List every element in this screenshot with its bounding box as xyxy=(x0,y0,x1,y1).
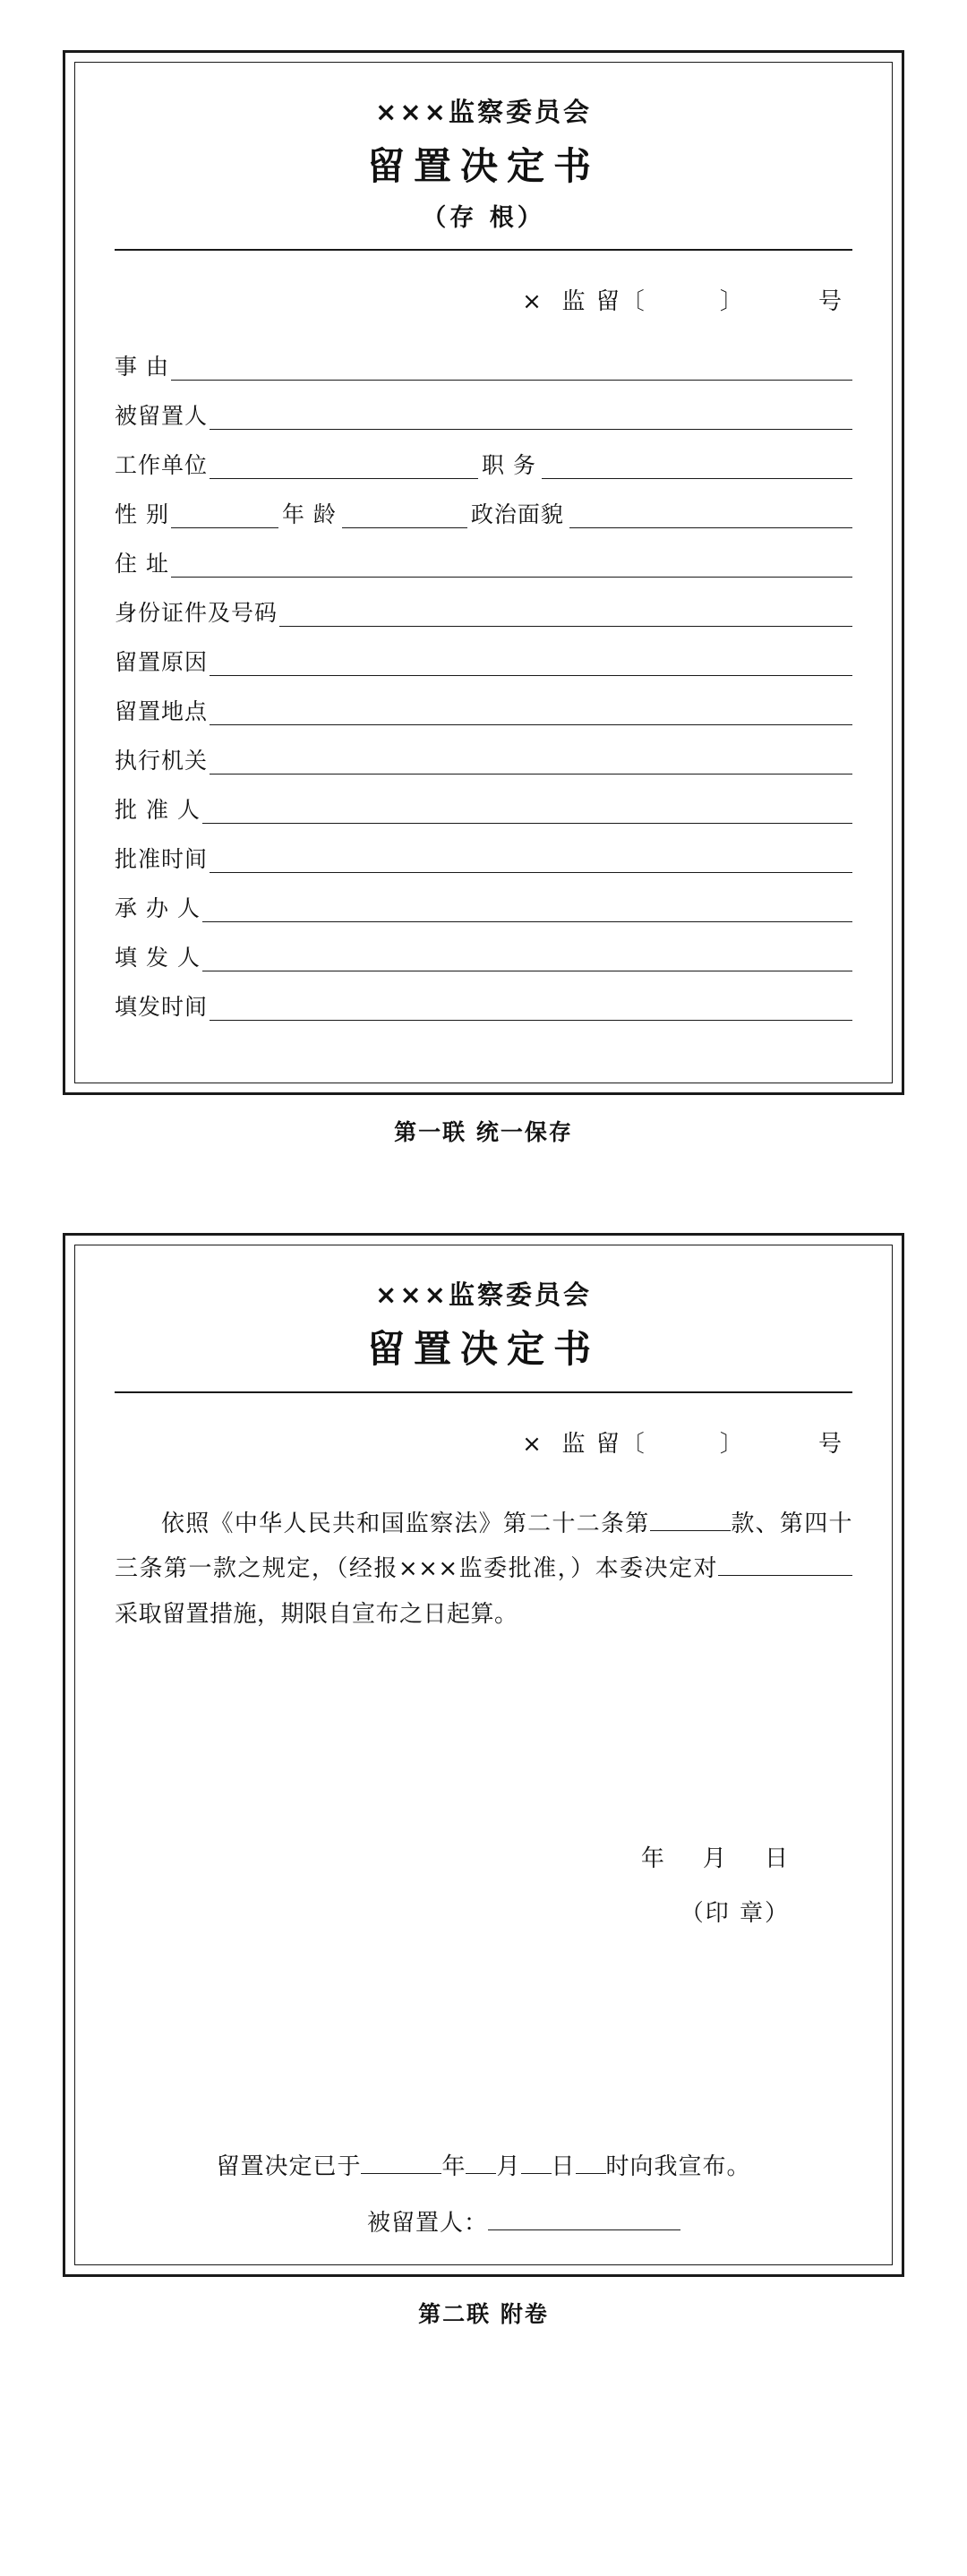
field-row-reason-title xyxy=(115,355,852,381)
declare-day-blank[interactable] xyxy=(521,2173,552,2174)
field-label: 留置地点 xyxy=(115,698,209,725)
field-row-issue-time xyxy=(115,996,852,1021)
field-input-line[interactable] xyxy=(569,504,852,528)
field-row-work-unit xyxy=(115,454,852,479)
field-input-line[interactable] xyxy=(171,553,852,578)
field-label: 政治面貌 xyxy=(470,501,564,528)
field-label: 被留置人 xyxy=(115,403,209,430)
field-label: 填 发 人 xyxy=(115,945,201,971)
declare-year-blank[interactable] xyxy=(361,2173,441,2174)
copy-footnote-first: 第一联 统一保存 xyxy=(394,1119,573,1146)
spacer-lower xyxy=(115,1928,852,2041)
field-label: 工作单位 xyxy=(115,452,209,479)
field-row-approver xyxy=(115,799,852,824)
field-label: 年 龄 xyxy=(281,501,337,528)
form-card-stub xyxy=(63,50,904,1095)
field-input-line[interactable] xyxy=(202,800,852,824)
field-label: 住 址 xyxy=(115,551,169,578)
spacer xyxy=(115,1638,852,1750)
field-row-issuer xyxy=(115,946,852,971)
declare-month-blank[interactable] xyxy=(466,2173,496,2174)
doc-subtitle: （存 根） xyxy=(422,203,545,232)
header-divider xyxy=(115,1391,852,1393)
field-input-line[interactable] xyxy=(171,504,278,528)
field-row-handler xyxy=(115,897,852,922)
field-row-id-number xyxy=(115,602,852,627)
field-row-address xyxy=(115,552,852,578)
doc-title: 留置决定书 xyxy=(366,1326,600,1371)
clause-blank[interactable] xyxy=(650,1530,731,1531)
date-line: 年 月 日 xyxy=(640,1845,790,1873)
document-number: × 监 留〔 〕 号 xyxy=(522,1430,843,1458)
signature-label: 被留置人： xyxy=(366,2210,488,2238)
field-label: 承 办 人 xyxy=(115,895,201,922)
form-inner-stub xyxy=(74,62,893,1083)
field-row-executing-agency xyxy=(115,749,852,775)
org-title: ×××监察委员会 xyxy=(375,97,592,127)
person-blank[interactable] xyxy=(718,1575,852,1576)
field-label: 留置原因 xyxy=(115,649,209,676)
field-input-line[interactable] xyxy=(210,750,852,775)
field-input-line[interactable] xyxy=(202,898,852,922)
signature-line xyxy=(115,2204,852,2238)
paragraph-part-3: 采取留置措施，期限自宣布之日起算。 xyxy=(115,1601,518,1629)
field-input-line[interactable] xyxy=(171,356,852,381)
field-input-line[interactable] xyxy=(210,997,852,1021)
field-label: 身份证件及号码 xyxy=(115,600,278,627)
field-row-detention-place xyxy=(115,700,852,725)
decision-paragraph xyxy=(115,1502,852,1638)
org-title: ×××监察委员会 xyxy=(375,1279,592,1311)
field-input-line[interactable] xyxy=(210,849,852,873)
field-input-line[interactable] xyxy=(210,406,852,430)
field-label: 批准时间 xyxy=(115,846,209,873)
field-label: 性 别 xyxy=(115,501,169,528)
field-input-line[interactable] xyxy=(210,455,478,479)
form-inner-file xyxy=(74,1245,893,2265)
field-label: 事 由 xyxy=(115,354,169,381)
field-row-approval-time xyxy=(115,848,852,873)
field-input-line[interactable] xyxy=(542,455,852,479)
field-row-gender-age-political xyxy=(115,503,852,528)
field-row-detention-reason xyxy=(115,651,852,676)
declaration-prefix: 留置决定已于 xyxy=(216,2153,362,2181)
copy-footnote-second: 第二联 附卷 xyxy=(418,2301,549,2328)
field-label: 职 务 xyxy=(482,452,536,479)
declare-hour-blank[interactable] xyxy=(576,2173,606,2174)
field-input-line[interactable] xyxy=(279,603,852,627)
seal-line: （印 章） xyxy=(680,1900,790,1928)
field-label: 批 准 人 xyxy=(115,797,201,824)
page-file-copy xyxy=(0,1183,967,2365)
field-input-line[interactable] xyxy=(210,701,852,725)
field-label: 填发时间 xyxy=(115,994,209,1021)
field-input-line[interactable] xyxy=(210,652,852,676)
document-number: × 监 留〔 〕 号 xyxy=(522,288,843,316)
field-row-detainee xyxy=(115,405,852,430)
doc-title: 留置决定书 xyxy=(366,143,600,188)
paragraph-part-1: 依照《中华人民共和国监察法》第二十二条第 xyxy=(161,1510,650,1537)
declaration-month-label: 月 xyxy=(496,2153,521,2181)
paragraph-part-2: 款、第四十三条第一款之规定，（经报×××监委批准，）本委决定对 xyxy=(115,1510,852,1583)
field-input-line[interactable] xyxy=(202,947,852,971)
declaration-line xyxy=(115,2148,852,2181)
page-stub-copy xyxy=(0,0,967,1183)
form-card-file xyxy=(63,1233,904,2277)
signature-blank[interactable] xyxy=(488,2229,680,2230)
field-list xyxy=(115,355,852,1021)
field-input-line[interactable] xyxy=(342,504,467,528)
declaration-year-label: 年 xyxy=(441,2153,466,2181)
header-divider xyxy=(115,249,852,251)
declaration-suffix: 时向我宣布。 xyxy=(605,2153,751,2181)
field-label: 执行机关 xyxy=(115,748,209,775)
declaration-day-label: 日 xyxy=(551,2153,576,2181)
